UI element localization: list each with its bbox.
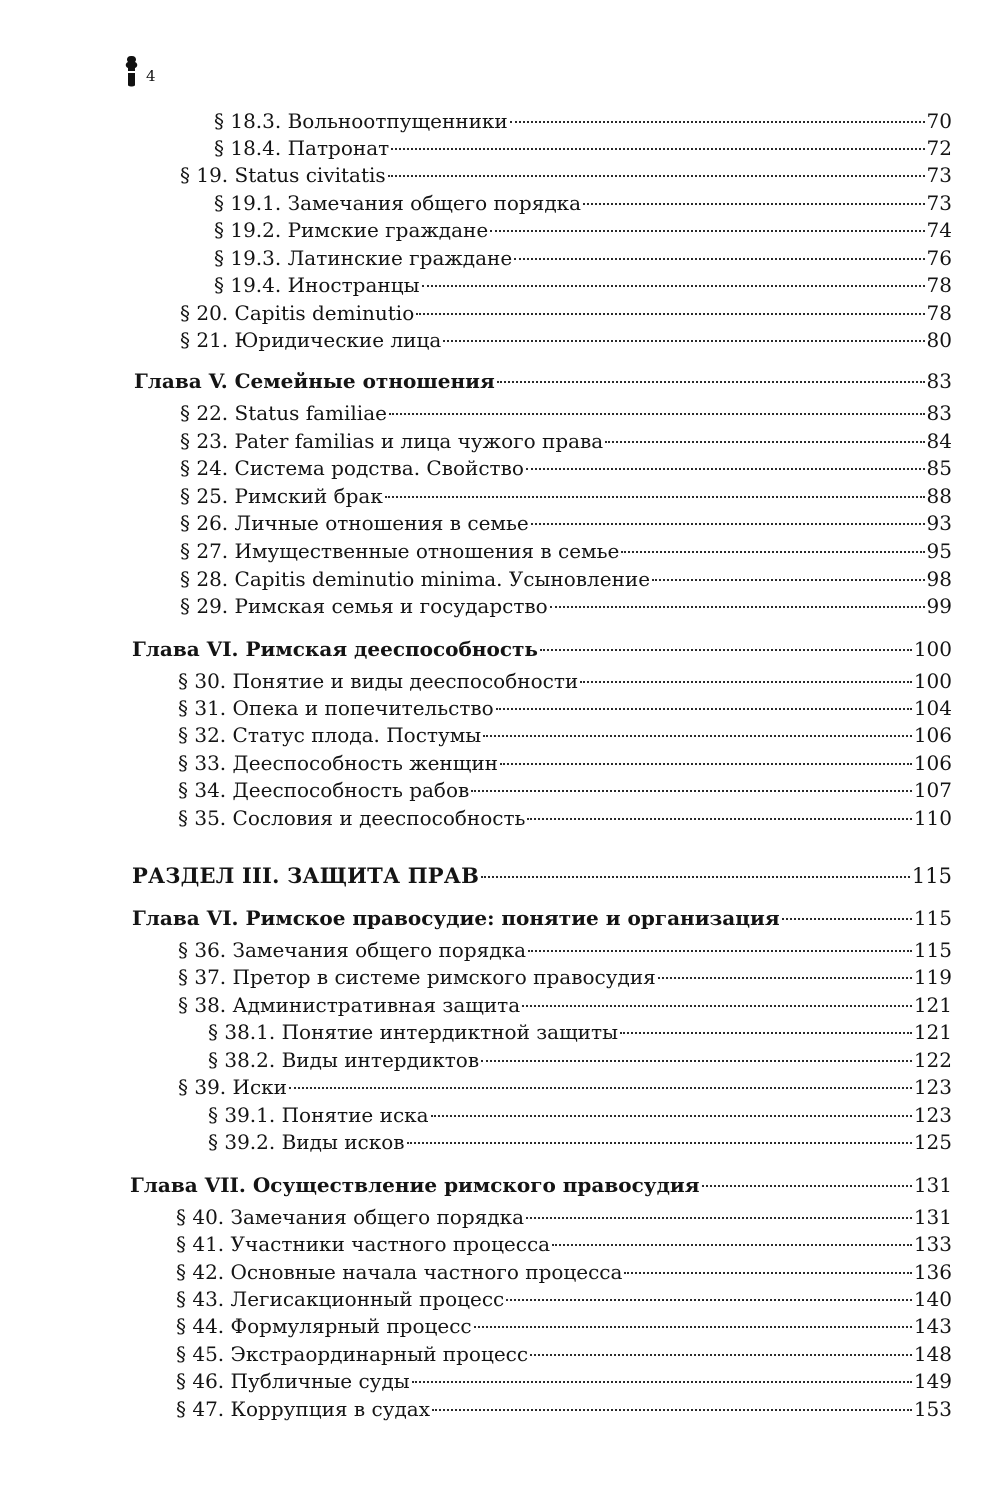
toc-entry-19-3[interactable]	[214, 245, 952, 272]
dot-leader	[289, 1087, 912, 1089]
toc-entry-18-3[interactable]	[214, 108, 952, 135]
toc-entry-38-2[interactable]	[208, 1047, 952, 1074]
dot-leader	[412, 1381, 912, 1383]
toc-entry-title: РАЗДЕЛ III. ЗАЩИТА ПРАВ	[132, 863, 480, 888]
toc-entry-page: 93	[926, 511, 952, 535]
toc-entry-page: 115	[913, 906, 952, 930]
toc-entry-page: 110	[913, 806, 952, 830]
toc-entry-title: § 39.2. Виды исков	[208, 1130, 405, 1154]
toc-entry-46[interactable]	[176, 1368, 952, 1395]
toc-entry-41[interactable]	[176, 1231, 952, 1258]
dot-leader	[490, 230, 924, 232]
toc-entry-page: 100	[913, 637, 952, 661]
toc-entry-page: 123	[913, 1075, 952, 1099]
toc-entry-title: § 19.4. Иностранцы	[214, 273, 420, 297]
toc-entry-page: 149	[913, 1369, 952, 1393]
toc-entry-18-4[interactable]	[214, 135, 952, 162]
toc-entry-page: 73	[926, 163, 952, 187]
toc-entry-title: § 21. Юридические лица	[180, 328, 442, 352]
toc-entry-title: § 18.3. Вольноотпущенники	[214, 109, 508, 133]
toc-entry-page: 119	[913, 965, 952, 989]
toc-entry-title: § 30. Понятие и виды дееспособности	[178, 669, 579, 693]
toc-entry-20[interactable]	[180, 300, 952, 327]
toc-entry-page: 121	[913, 993, 952, 1017]
dot-leader	[540, 649, 912, 651]
dot-leader	[605, 441, 924, 443]
toc-entry-34[interactable]	[178, 777, 952, 804]
toc-entry-23[interactable]	[180, 428, 952, 455]
toc-entry-title: Глава VI. Римская дееспособность	[132, 637, 538, 661]
toc-entry-page: 131	[913, 1173, 952, 1197]
dot-leader	[620, 1032, 912, 1034]
dot-leader	[481, 876, 910, 878]
dot-leader	[471, 790, 912, 792]
toc-entry-title: § 44. Формулярный процесс	[176, 1314, 472, 1338]
toc-chapter-6b[interactable]	[132, 905, 952, 932]
toc-entry-page: 98	[926, 567, 952, 591]
toc-entry-title: § 22. Status familiae	[180, 401, 387, 425]
toc-entry-24[interactable]	[180, 455, 952, 482]
toc-entry-43[interactable]	[176, 1286, 952, 1313]
toc-entry-page: 107	[913, 778, 952, 802]
dot-leader	[474, 1326, 912, 1328]
dot-leader	[431, 1115, 912, 1117]
toc-entry-page: 74	[926, 218, 952, 242]
toc-entry-page: 140	[913, 1287, 952, 1311]
toc-entry-title: § 28. Capitis deminutio minima. Усыновление	[180, 567, 651, 591]
toc-entry-title: § 37. Претор в системе римского правосудия	[178, 965, 656, 989]
toc-entry-21[interactable]	[180, 327, 952, 354]
toc-entry-title: § 32. Статус плода. Постумы	[178, 723, 482, 747]
toc-entry-title: Глава V. Семейные отношения	[134, 369, 495, 393]
toc-entry-page: 106	[913, 751, 952, 775]
toc-entry-page: 83	[926, 401, 952, 425]
toc-entry-title: § 34. Дееспособность рабов	[178, 778, 470, 802]
toc-entry-page: 136	[913, 1260, 952, 1284]
toc-entry-page: 131	[913, 1205, 952, 1229]
toc-entry-page: 78	[926, 301, 952, 325]
toc-entry-title: Глава VI. Римское правосудие: понятие и организация	[132, 906, 780, 930]
dot-leader	[422, 285, 925, 287]
toc-entry-35[interactable]	[178, 805, 952, 832]
toc-entry-page: 88	[926, 484, 952, 508]
toc-entry-37[interactable]	[178, 964, 952, 991]
toc-entry-32[interactable]	[178, 722, 952, 749]
toc-entry-38-1[interactable]	[208, 1019, 952, 1046]
dot-leader	[658, 977, 912, 979]
dot-leader	[782, 918, 912, 920]
toc-entry-title: § 26. Личные отношения в семье	[180, 511, 529, 535]
toc-entry-29[interactable]	[180, 593, 952, 620]
toc-entry-title: § 40. Замечания общего порядка	[176, 1205, 524, 1229]
toc-entry-title: § 23. Pater familias и лица чужого права	[180, 429, 604, 453]
toc-entry-page: 83	[926, 369, 952, 393]
toc-entry-36[interactable]	[178, 937, 952, 964]
dot-leader	[526, 1217, 912, 1219]
toc-entry-25[interactable]	[180, 483, 952, 510]
toc-entry-title: § 42. Основные начала частного процесса	[176, 1260, 623, 1284]
toc-entry-title: § 29. Римская семья и государство	[180, 594, 548, 618]
toc-entry-title: § 24. Система родства. Свойство	[180, 456, 524, 480]
toc-entry-title: § 41. Участники частного процесса	[176, 1232, 551, 1256]
toc-chapter-6[interactable]	[132, 636, 952, 663]
dot-leader	[416, 313, 924, 315]
toc-entry-title: § 19. Status civitatis	[180, 163, 386, 187]
dot-leader	[506, 1299, 912, 1301]
toc-entry-page: 122	[913, 1048, 952, 1072]
toc-entry-page: 85	[926, 456, 952, 480]
toc-entry-title: § 38.2. Виды интердиктов	[208, 1048, 480, 1072]
toc-entry-title: § 38. Административная защита	[178, 993, 521, 1017]
toc-entry-page: 104	[913, 696, 952, 720]
toc-entry-page: 106	[913, 723, 952, 747]
toc-entry-page: 115	[911, 864, 952, 888]
toc-chapter-5[interactable]	[134, 368, 952, 395]
toc-entry-42[interactable]	[176, 1259, 952, 1286]
dot-leader	[443, 340, 924, 342]
toc-entry-44[interactable]	[176, 1313, 952, 1340]
page-number: 4	[146, 67, 156, 85]
toc-entry-title: § 45. Экстраординарный процесс	[176, 1342, 529, 1366]
toc-entry-title: § 39. Иски	[178, 1075, 287, 1099]
toc-entry-26[interactable]	[180, 510, 952, 537]
toc-entry-47[interactable]	[176, 1396, 952, 1423]
toc-entry-title: § 19.1. Замечания общего порядка	[214, 191, 582, 215]
toc-entry-title: § 18.4. Патронат	[214, 136, 390, 160]
toc-entry-22[interactable]	[180, 400, 952, 427]
dot-leader	[481, 1060, 912, 1062]
toc-entry-title: § 19.2. Римские граждане	[214, 218, 489, 242]
dot-leader	[385, 496, 925, 498]
toc-entry-45[interactable]	[176, 1341, 952, 1368]
toc-entry-title: § 27. Имущественные отношения в семье	[180, 539, 620, 563]
toc-entry-page: 143	[913, 1314, 952, 1338]
dot-leader	[550, 606, 925, 608]
toc-entry-28[interactable]	[180, 566, 952, 593]
toc-entry-39-2[interactable]	[208, 1129, 952, 1156]
toc-entry-title: § 46. Публичные суды	[176, 1369, 410, 1393]
toc-entry-39-1[interactable]	[208, 1102, 952, 1129]
dot-leader	[702, 1185, 912, 1187]
dot-leader	[531, 523, 925, 525]
toc-entry-page: 148	[913, 1342, 952, 1366]
dot-leader	[389, 413, 925, 415]
toc-entry-page: 121	[913, 1020, 952, 1044]
dot-leader	[528, 950, 912, 952]
toc-entry-38[interactable]	[178, 992, 952, 1019]
toc-entry-page: 133	[913, 1232, 952, 1256]
toc-entry-page: 99	[926, 594, 952, 618]
dot-leader	[432, 1409, 912, 1411]
dot-leader	[388, 175, 925, 177]
dot-leader	[407, 1142, 912, 1144]
dot-leader	[652, 579, 924, 581]
dot-leader	[391, 148, 924, 150]
toc-entry-page: 125	[913, 1130, 952, 1154]
toc-entry-title: Глава VII. Осуществление римского правосудия	[130, 1173, 700, 1197]
toc-entry-page: 115	[913, 938, 952, 962]
toc-chapter-7[interactable]	[130, 1172, 952, 1199]
toc-entry-page: 78	[926, 273, 952, 297]
dot-leader	[497, 381, 925, 383]
toc-entry-page: 100	[913, 669, 952, 693]
toc-entry-19-1[interactable]	[214, 190, 952, 217]
toc-entry-page: 123	[913, 1103, 952, 1127]
toc-entry-title: § 47. Коррупция в судах	[176, 1397, 431, 1421]
toc-entry-title: § 38.1. Понятие интердиктной защиты	[208, 1020, 618, 1044]
dot-leader	[621, 551, 924, 553]
dot-leader	[583, 203, 924, 205]
toc-entry-31[interactable]	[178, 695, 952, 722]
dot-leader	[552, 1244, 912, 1246]
toc-entry-27[interactable]	[180, 538, 952, 565]
dot-leader	[500, 763, 912, 765]
toc-entry-title: § 43. Легисакционный процесс	[176, 1287, 505, 1311]
toc-entry-30[interactable]	[178, 668, 952, 695]
toc-entry-19-4[interactable]	[214, 272, 952, 299]
toc-entry-page: 76	[926, 246, 952, 270]
toc-entry-33[interactable]	[178, 750, 952, 777]
toc-entry-19-2[interactable]	[214, 217, 952, 244]
dot-leader	[510, 121, 925, 123]
toc-entry-39[interactable]	[178, 1074, 952, 1101]
toc-entry-page: 84	[926, 429, 952, 453]
toc-entry-40[interactable]	[176, 1204, 952, 1231]
toc-entry-title: § 25. Римский брак	[180, 484, 383, 508]
toc-entry-title: § 31. Опека и попечительство	[178, 696, 494, 720]
toc-entry-page: 73	[926, 191, 952, 215]
dot-leader	[530, 1354, 912, 1356]
toc-entry-page: 153	[913, 1397, 952, 1421]
dot-leader	[527, 818, 911, 820]
toc-part-3[interactable]	[132, 862, 952, 889]
dot-leader	[526, 468, 925, 470]
toc-entry-page: 70	[926, 109, 952, 133]
toc-entry-title: § 35. Сословия и дееспособность	[178, 806, 526, 830]
toc-entry-page: 95	[926, 539, 952, 563]
dot-leader	[483, 735, 912, 737]
dot-leader	[624, 1272, 911, 1274]
toc-entry-title: § 36. Замечания общего порядка	[178, 938, 526, 962]
dot-leader	[496, 708, 912, 710]
toc-entry-title: § 19.3. Латинские граждане	[214, 246, 513, 270]
toc-entry-page: 80	[926, 328, 952, 352]
toc-entry-title: § 20. Capitis deminutio	[180, 301, 415, 325]
dot-leader	[580, 681, 912, 683]
dot-leader	[522, 1005, 912, 1007]
toc-entry-19[interactable]	[180, 162, 952, 189]
toc-entry-page: 72	[926, 136, 952, 160]
toc-entry-title: § 39.1. Понятие иска	[208, 1103, 429, 1127]
toc-entry-title: § 33. Дееспособность женщин	[178, 751, 499, 775]
dot-leader	[514, 258, 924, 260]
